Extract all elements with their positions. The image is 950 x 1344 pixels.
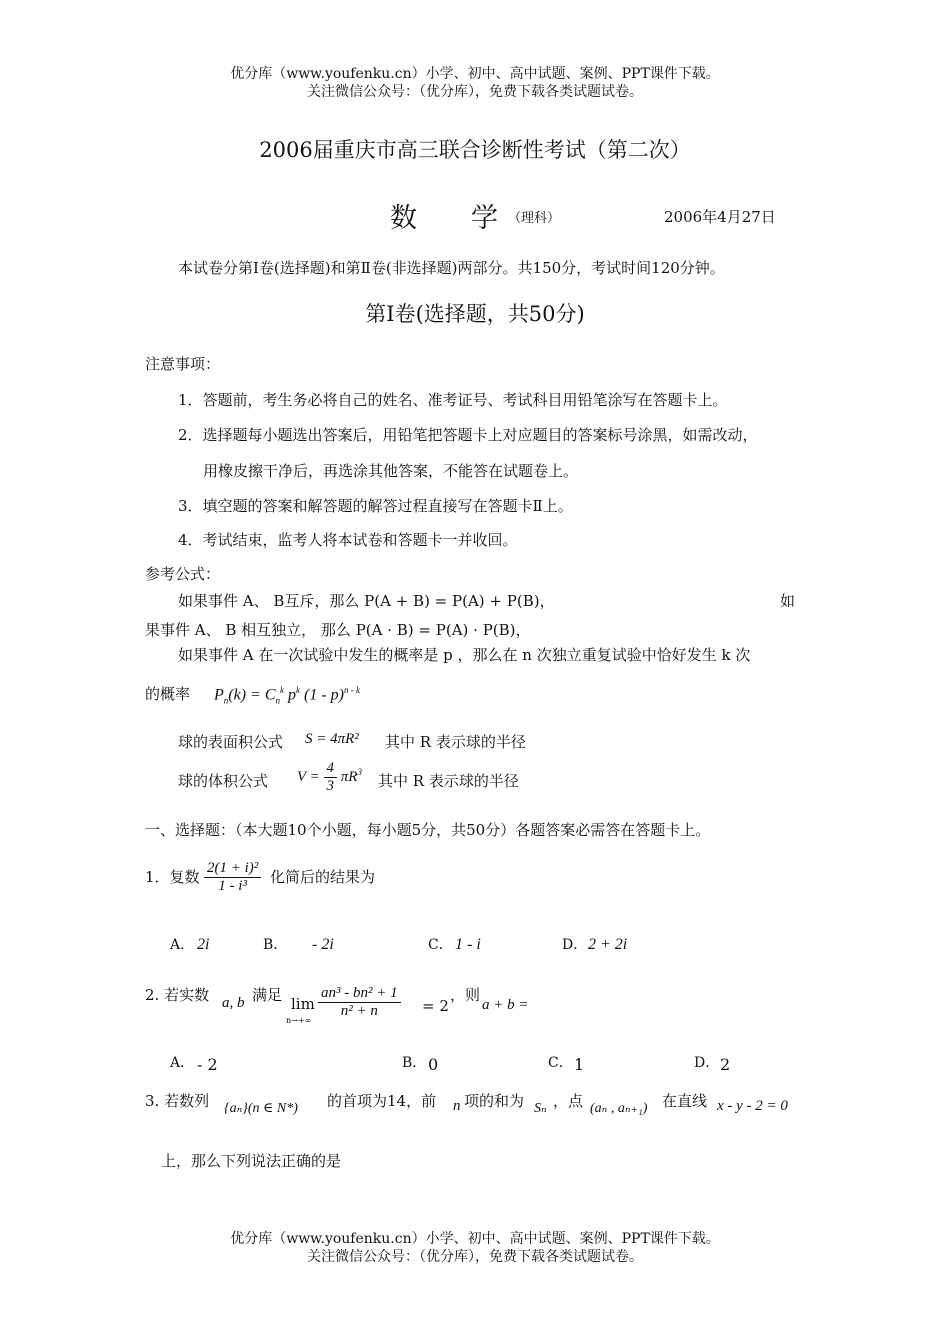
q2-option-label: D． [694,1055,720,1071]
q1-option-label: C． [428,937,453,953]
q2-lim-sub: n→+∞ [286,1016,312,1025]
q2-eq: = 2 [422,997,449,1015]
q1-denominator: 1 - i³ [218,878,247,894]
formula-probability-label: 的概率 [145,685,191,703]
q2-option-value: 1 [574,1055,585,1074]
q3-continuation: 上，那么下列说法正确的是 [161,1152,342,1170]
q1-option-label: B． [263,937,288,953]
q2-fraction [318,985,401,1020]
header-line-2: 关注微信公众号：（优分库），免费下载各类试题试卷。 [307,84,643,100]
q2-ask: a + b = [482,997,529,1013]
formula-independent: 果事件 A、 B 相互独立， 那么 P(A · B) = P(A) · P(B)， [145,621,531,639]
q2-vars: a, b [222,995,245,1011]
q2-denominator: n² + n [340,1003,378,1019]
exam-title: 2006届重庆市高三联合诊断性考试（第二次） [259,138,691,162]
formulas-heading: 参考公式： [145,565,221,583]
q3-part4: 在直线 [662,1092,708,1110]
q2-option-label: A． [170,1055,195,1071]
q2-mid: 满足 [252,986,283,1004]
q2-option-label: C． [548,1055,573,1071]
q3-part2: 项的和为 [464,1092,525,1110]
q3-sum: Sₙ [534,1101,547,1116]
q1-tail: 化简后的结果为 [270,868,376,886]
footer-line-2: 关注微信公众号：（优分库），免费下载各类试题试卷。 [307,1249,643,1265]
subject-name: 数 学 [390,203,498,234]
note-item: 1．答题前，考生务必将自己的姓名、准考证号、考试科目用铅笔涂写在答题卡上。 [178,391,728,409]
q3-point: (aₙ , aₙ₊₁) [590,1101,648,1116]
q1-option-value: - 2i [312,936,334,953]
sphere-surface-formula: S = 4πR² [305,731,359,747]
q3-n: n [453,1098,461,1114]
note-item: 4．考试结束，监考人将本试卷和答题卡一并收回。 [178,531,518,549]
subject-note: （理科） [508,211,561,226]
notes-heading: 注意事项： [145,355,221,373]
formula-probability-text: 如果事件 A 在一次试验中发生的概率是 p ，那么在 n 次独立重复试验中恰好发生 k 次 [178,646,751,664]
q2-then: ，则 [450,986,481,1004]
section1-heading: 一、选择题：（本大题10个小题，每小题5分，共50分）各题答案必需答在答题卡上。 [145,821,711,839]
q1-option-value: 1 - i [455,936,481,953]
q1-option-label: D． [562,937,588,953]
q3-part1: 的首项为14，前 [327,1092,437,1110]
q3-sequence: {aₙ}(n ∈ N*) [224,1101,298,1116]
q1-stem: 1．复数 [145,868,200,886]
sphere-surface-note: 其中 R 表示球的半径 [385,733,526,751]
formula-mutually-exclusive: 如果事件 A、 B互斥，那么 P(A + B) = P(A) + P(B)， [178,592,555,610]
note-item: 用橡皮擦干净后，再选涂其他答案，不能答在试题卷上。 [203,462,579,480]
intro-text: 本试卷分第Ⅰ卷(选择题)和第Ⅱ卷(非选择题)两部分。共150分，考试时间120分钟。 [178,259,725,277]
q2-option-label: B． [402,1055,427,1071]
q3-stem: 3. 若数列 [145,1092,210,1110]
q3-line: x - y - 2 = 0 [717,1098,788,1114]
part1-title: 第Ⅰ卷(选择题，共50分) [365,302,585,326]
q1-option-label: A． [170,937,195,953]
q3-part3: ，点 [553,1092,584,1110]
q2-option-value: - 2 [197,1055,218,1074]
header-line-1: 优分库（www.youfenku.cn）小学、初中、高中试题、案例、PPT课件下载。 [230,66,720,82]
sphere-volume-formula: V = $\frac{4}{3}$ $\pi R^3$ [297,760,362,794]
note-item: 2．选择题每小题选出答案后，用铅笔把答题卡上对应题目的答案标号涂黑，如需改动， [178,426,758,444]
exam-date: 2006年4月27日 [664,208,776,226]
q2-lim: lim [291,995,315,1013]
q1-option-value: 2i [197,936,210,953]
q2-stem: 2. 若实数 [145,986,210,1004]
q2-option-value: 2 [720,1055,731,1074]
q2-option-value: 0 [428,1055,439,1074]
note-item: 3．填空题的答案和解答题的解答过程直接写在答题卡Ⅱ上。 [178,497,573,515]
q1-fraction [204,860,261,895]
q1-option-value: 2 + 2i [588,936,628,953]
sphere-volume-label: 球的体积公式 [178,772,269,790]
footer-line-1: 优分库（www.youfenku.cn）小学、初中、高中试题、案例、PPT课件下载。 [230,1231,720,1247]
formula-line-tail: 如 [780,592,796,610]
binomial-formula: $P_n(k) = C_n^k$ $p^k$ (1 - p)$^{n - k}$ [214,685,360,706]
sphere-volume-note: 其中 R 表示球的半径 [378,772,519,790]
q1-numerator: 2(1 + i)² [204,860,261,878]
q2-numerator: an³ - bn² + 1 [318,985,401,1003]
sphere-surface-label: 球的表面积公式 [178,733,284,751]
